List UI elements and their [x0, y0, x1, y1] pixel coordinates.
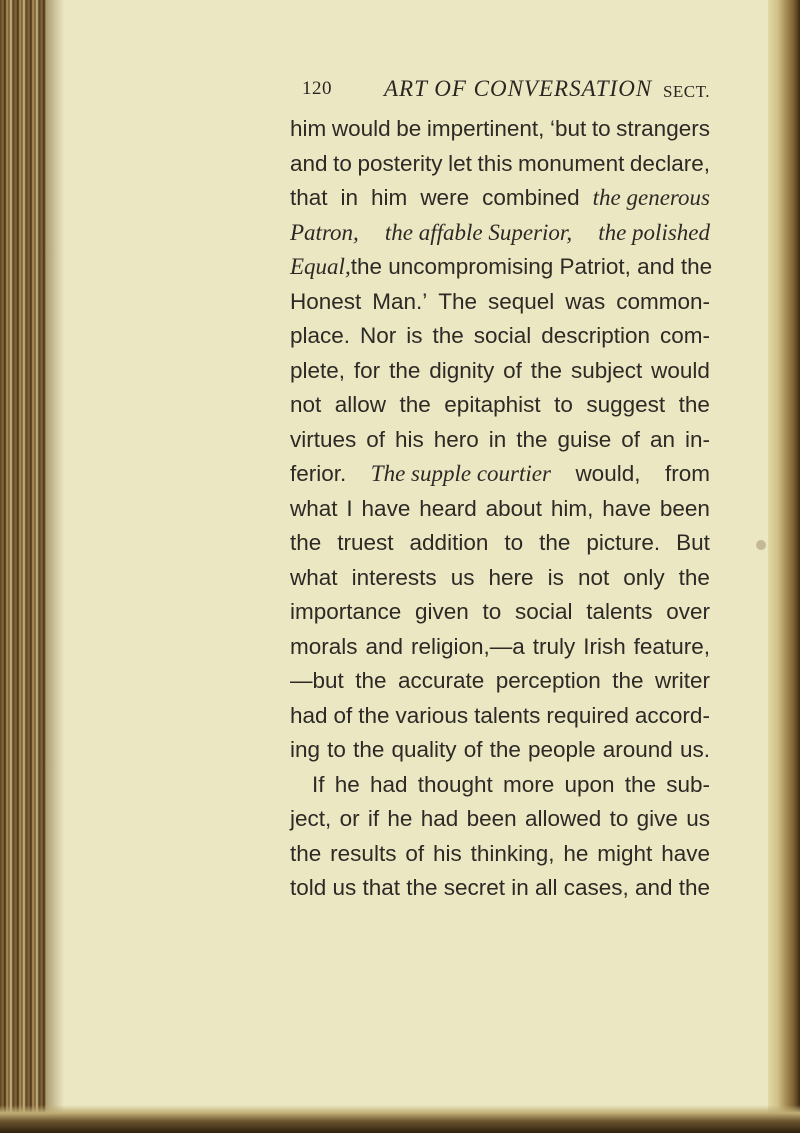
word: the: [539, 530, 571, 555]
word: of: [405, 840, 425, 866]
word: us: [332, 875, 357, 900]
word: social: [514, 599, 573, 624]
word: would: [331, 116, 391, 141]
word: the: [678, 392, 710, 417]
word: common-: [616, 288, 710, 314]
word: about: [485, 495, 542, 521]
word: thought: [417, 771, 493, 797]
word: for: [353, 357, 381, 383]
word: is: [547, 564, 564, 590]
word: in: [488, 426, 507, 452]
word: be: [396, 116, 422, 141]
word: ject,: [290, 806, 332, 831]
word: quality: [391, 737, 457, 762]
italic-phrase: Equal,: [290, 254, 351, 279]
word: told: [290, 875, 327, 900]
word: heard: [419, 495, 477, 521]
word: would: [651, 357, 710, 383]
word: feature,: [633, 633, 710, 659]
word: impertinent,: [426, 116, 545, 141]
word: have: [361, 495, 411, 521]
word: allow: [334, 392, 387, 417]
text-line: [290, 216, 710, 251]
word: of: [463, 737, 483, 762]
word: hero: [433, 426, 479, 452]
word: social: [473, 323, 532, 348]
word: been: [466, 806, 517, 831]
word: and: [365, 633, 404, 659]
word: had: [369, 771, 408, 797]
text-line: [290, 664, 710, 699]
italic-phrase: the affable Superior,: [384, 219, 573, 245]
word: accord-: [634, 702, 710, 728]
word: virtues: [290, 426, 357, 452]
word: dignity: [429, 357, 495, 383]
word: to: [504, 530, 524, 555]
word: suggest: [586, 392, 666, 417]
word: thinking,: [470, 840, 555, 866]
text-line: [290, 181, 710, 216]
word: let: [448, 150, 472, 176]
italic-phrase: the polished: [598, 219, 710, 245]
word: strangers: [616, 116, 710, 141]
word: The: [438, 288, 478, 314]
word: was: [565, 288, 606, 314]
word: us.: [679, 737, 710, 762]
word: morals: [290, 633, 358, 659]
word: Man.’: [372, 288, 428, 314]
word: over: [666, 599, 710, 624]
word: allowed: [524, 806, 602, 831]
word: what: [290, 564, 338, 590]
italic-phrase: the generous: [592, 185, 710, 210]
word: the: [399, 392, 431, 417]
text-line: [290, 319, 710, 354]
word: subject: [570, 357, 643, 383]
word: had: [420, 806, 459, 831]
word: If: [312, 771, 325, 797]
word: talents: [586, 599, 653, 624]
text-line: [290, 388, 710, 423]
word: the: [432, 323, 464, 348]
word: the: [290, 530, 322, 555]
word: the: [516, 426, 548, 452]
word: had: [290, 702, 328, 728]
word: declare,: [629, 150, 710, 176]
word: of: [503, 357, 522, 383]
word: sequel: [487, 288, 555, 314]
word: to: [327, 737, 346, 762]
text-line: [290, 802, 710, 837]
running-head-title: ART OF CONVERSATION: [384, 76, 653, 101]
word: all: [534, 875, 558, 900]
body-paragraph: [290, 112, 713, 906]
italic-phrase: The supple courtier: [370, 461, 551, 486]
text-line: [290, 837, 710, 872]
text-line: [290, 561, 710, 596]
word: the: [406, 875, 438, 900]
word: to: [554, 392, 573, 417]
word: people: [528, 737, 596, 762]
word: him: [371, 185, 408, 210]
word: addition: [409, 530, 489, 555]
word: required: [546, 702, 629, 728]
text-line: [290, 492, 710, 527]
page-number: 120: [302, 78, 332, 99]
word: I: [346, 495, 353, 521]
word: the: [624, 771, 656, 797]
word: his: [433, 840, 462, 866]
word: were: [420, 185, 470, 210]
word: in: [340, 185, 359, 210]
word: Nor: [360, 323, 397, 348]
word: monument: [518, 150, 625, 176]
word: he: [387, 806, 413, 831]
word: an: [649, 426, 675, 452]
word: that: [362, 875, 401, 900]
word: not: [577, 564, 610, 590]
text-line: [290, 354, 710, 389]
word: what: [290, 495, 338, 521]
word: not: [290, 392, 322, 417]
word: the: [489, 737, 521, 762]
word: given: [415, 599, 469, 624]
text-line: [290, 285, 710, 320]
word: from: [664, 461, 710, 486]
word: would,: [575, 461, 641, 486]
word: have: [602, 495, 652, 521]
section-label: SECT.: [662, 82, 710, 101]
word: importance: [290, 599, 402, 624]
word: various: [395, 702, 469, 728]
word: in: [511, 875, 529, 900]
word: the: [290, 840, 322, 866]
running-head: [292, 76, 710, 112]
word: epitaphist: [444, 392, 541, 417]
word: if: [367, 806, 380, 831]
text-line: [290, 147, 710, 182]
word: him: [290, 116, 327, 141]
word: Irish: [583, 633, 626, 659]
word: to: [591, 116, 611, 141]
text-line: [290, 423, 710, 458]
word: might: [597, 840, 653, 866]
word: results: [330, 840, 397, 866]
word: more: [502, 771, 555, 797]
word: combined: [482, 185, 580, 210]
word: of: [366, 426, 386, 452]
word: talents: [474, 702, 541, 728]
word: interests: [351, 564, 437, 590]
word: truest: [337, 530, 394, 555]
text-line: [290, 595, 710, 630]
word: us: [450, 564, 475, 590]
word: posterity: [357, 150, 443, 176]
word: truly: [532, 633, 576, 659]
word: description: [541, 323, 651, 348]
word: only: [623, 564, 665, 590]
word: perception: [495, 668, 601, 693]
word: his: [394, 426, 424, 452]
word: in-: [684, 426, 710, 452]
word: the: [678, 564, 710, 590]
word: give: [636, 806, 678, 831]
word: —but: [290, 668, 344, 693]
word: writer: [655, 668, 710, 693]
text-line: [290, 871, 710, 906]
word: to: [482, 599, 502, 624]
word: of: [333, 702, 353, 728]
text-line: [290, 630, 710, 665]
word: the: [612, 668, 644, 693]
word: the: [353, 737, 385, 762]
word: him,: [550, 495, 594, 521]
word: sub-: [666, 771, 710, 797]
word: com-: [660, 323, 710, 348]
word: plete,: [290, 357, 346, 383]
word: ing: [290, 737, 321, 762]
text-line: [290, 699, 710, 734]
phrase: the uncompromising Patriot, and the: [350, 254, 713, 279]
word: guise: [557, 426, 612, 452]
text-line: [290, 733, 710, 768]
word: accurate: [397, 668, 485, 693]
word: around: [602, 737, 673, 762]
word: the: [389, 357, 421, 383]
word: But: [676, 530, 710, 555]
word: religion,—a: [410, 633, 525, 659]
text-line: [290, 457, 710, 492]
word: of: [621, 426, 640, 452]
word: and: [290, 150, 328, 176]
word: he: [563, 840, 589, 866]
word: is: [406, 323, 423, 348]
word: here: [488, 564, 534, 590]
word: and: [634, 875, 673, 900]
word: the: [678, 875, 710, 900]
word: ‘but: [549, 116, 587, 141]
word: the: [530, 357, 563, 383]
word: the: [358, 702, 390, 728]
word: picture.: [586, 530, 661, 555]
word: been: [659, 495, 710, 521]
word: he: [334, 771, 360, 797]
word: or: [339, 806, 360, 831]
word: secret: [443, 875, 506, 900]
word: upon: [564, 771, 615, 797]
word: have: [661, 840, 710, 866]
word: us: [686, 806, 710, 831]
word: the: [355, 668, 387, 693]
text-line: [290, 250, 713, 285]
word: place.: [290, 323, 351, 348]
word: to: [609, 806, 629, 831]
word: to: [333, 150, 352, 176]
text-line: [290, 112, 710, 147]
text-line: [290, 526, 710, 561]
word: cases,: [563, 875, 629, 900]
italic-phrase: Patron,: [290, 219, 359, 245]
word: Honest: [290, 288, 362, 314]
text-line-indented: [290, 768, 710, 803]
word: this: [477, 150, 513, 176]
word: that: [290, 185, 328, 210]
word: ferior.: [290, 461, 347, 486]
